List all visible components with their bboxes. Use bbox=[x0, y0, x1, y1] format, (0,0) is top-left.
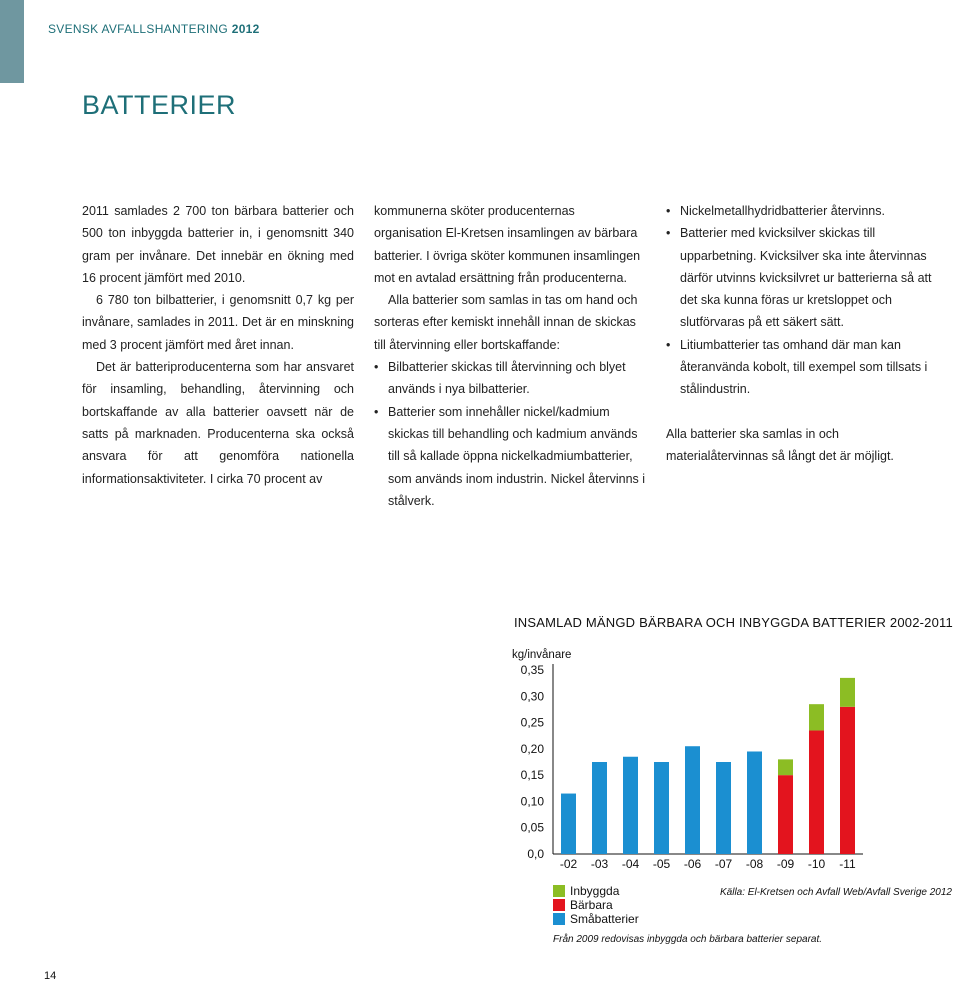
running-header bbox=[48, 22, 260, 36]
y-tick-label: 0,30 bbox=[520, 689, 544, 704]
spacer bbox=[666, 401, 938, 423]
bar-segment bbox=[840, 707, 855, 854]
legend-item-barbara bbox=[553, 898, 639, 912]
bullet-list bbox=[374, 356, 646, 512]
x-tick-label: -04 bbox=[621, 857, 640, 871]
x-tick-label: -10 bbox=[807, 857, 826, 871]
y-tick-label: 0,0 bbox=[527, 847, 544, 861]
y-tick-labels bbox=[521, 663, 545, 861]
bar-segment bbox=[592, 762, 607, 854]
y-tick-label: 0,35 bbox=[520, 663, 544, 677]
bullet-item: • Batterier som innehåller nickel/kadmium skickas till behandling och kadmium används till så kallade öppna nickelkadmiumbatterier, som används inom industrin. Nickel återvinns i stålverk. bbox=[374, 401, 646, 512]
legend-label: Småbatterier bbox=[570, 912, 639, 926]
x-tick-label: -08 bbox=[745, 857, 764, 871]
bar-segment bbox=[654, 762, 669, 854]
bar-segment bbox=[809, 730, 824, 854]
y-tick-label: 0,20 bbox=[520, 741, 544, 756]
x-tick-labels bbox=[560, 857, 856, 871]
bar-segment bbox=[778, 775, 793, 854]
bullet-item: • Batterier med kvicksilver skickas till upparbetning. Kvicksilver ska inte återvinnas därför utvinns kvicksilvret ur batterierna så att det ska kunna föras ur kretsloppet och slutförvaras på ett säkert sätt. bbox=[666, 222, 938, 333]
publication-name: SVENSK AVFALLSHANTERING bbox=[48, 22, 229, 36]
legend-swatch bbox=[553, 899, 565, 911]
bullet-item: • Bilbatterier skickas till återvinning och blyet används i nya bilbatterier. bbox=[374, 356, 646, 401]
y-tick-label: 0,25 bbox=[520, 715, 544, 730]
legend-swatch bbox=[553, 913, 565, 925]
y-tick-label: 0,05 bbox=[520, 820, 544, 835]
chart-legend bbox=[553, 884, 639, 926]
x-tick-label: -11 bbox=[839, 857, 856, 871]
legend-swatch bbox=[553, 885, 565, 897]
publication-year: 2012 bbox=[231, 22, 260, 36]
x-tick-label: -02 bbox=[559, 857, 578, 871]
y-axis-unit-label: kg/invånare bbox=[512, 649, 572, 661]
side-color-tab bbox=[0, 0, 24, 83]
x-tick-label: -05 bbox=[652, 857, 671, 871]
bars bbox=[561, 678, 855, 854]
chart-note: Från 2009 redovisas inbyggda och bärbara batterier separat. bbox=[553, 934, 823, 945]
bar-chart bbox=[508, 642, 868, 876]
bullet-item: • Nickelmetallhydridbatterier återvinns. bbox=[666, 200, 938, 222]
bullet-list bbox=[666, 200, 938, 401]
text-column-1 bbox=[82, 200, 354, 490]
paragraph: 2011 samlades 2 700 ton bärbara batterier och 500 ton inbyggda batterier in, i genomsnitt 340 gram per invånare. Det innebär en ökning med 16 procent jämfört med 2010. bbox=[82, 204, 354, 285]
legend-label: Bärbara bbox=[570, 898, 613, 912]
legend-item-smabatterier bbox=[553, 912, 639, 926]
bar-segment bbox=[809, 704, 824, 730]
legend-label: Inbyggda bbox=[570, 884, 620, 898]
x-tick-label: -03 bbox=[590, 857, 609, 871]
bar-segment bbox=[623, 757, 638, 854]
bar-segment bbox=[685, 746, 700, 854]
bar-segment bbox=[747, 751, 762, 854]
x-tick-label: -06 bbox=[683, 857, 702, 871]
y-tick-label: 0,15 bbox=[520, 768, 544, 783]
bar-segment bbox=[778, 759, 793, 775]
bullet-item: • Litiumbatterier tas omhand där man kan återanvända kobolt, till exempel som tillsats i stålindustrin. bbox=[666, 334, 938, 401]
paragraph: Det är batteriproducenterna som har ansvaret för insamling, behandling, återvinning och bortskaffande av alla batterier oavsett när de satts på marknaden. Producenterna ska också ansvara för att genomföra nationella informationsaktiviteter. I cirka 70 procent av bbox=[82, 360, 354, 486]
chart-title: INSAMLAD MÄNGD BÄRBARA OCH INBYGGDA BATTERIER 2002-2011 bbox=[514, 615, 953, 630]
section-title: BATTERIER bbox=[82, 90, 237, 120]
x-tick-label: -07 bbox=[714, 857, 733, 871]
y-tick-label: 0,10 bbox=[520, 794, 544, 809]
bar-segment bbox=[561, 794, 576, 854]
bar-segment bbox=[840, 678, 855, 707]
chart-source: Källa: El-Kretsen och Avfall Web/Avfall Sverige 2012 bbox=[720, 887, 952, 898]
text-column-3 bbox=[666, 200, 938, 467]
paragraph: Alla batterier som samlas in tas om hand och sorteras efter kemiskt innehåll innan de skickas till återvinning eller bortskaffande: bbox=[374, 293, 638, 352]
paragraph: 6 780 ton bilbatterier, i genomsnitt 0,7 kg per invånare, samlades in 2011. Det är en minskning med 3 procent jämfört med året innan. bbox=[82, 293, 354, 352]
paragraph: kommunerna sköter producenternas organisation El-Kretsen insamlingen av bärbara batterier. I övriga sköter kommunen insamlingen mot en avtalad ersättning från producenterna. bbox=[374, 204, 641, 285]
text-column-2 bbox=[374, 200, 646, 512]
x-tick-label: -09 bbox=[776, 857, 795, 871]
page-number: 14 bbox=[44, 970, 57, 982]
paragraph: Alla batterier ska samlas in och materialåtervinnas så långt det är möjligt. bbox=[666, 426, 894, 463]
legend-item-inbyggda bbox=[553, 884, 639, 898]
bar-segment bbox=[716, 762, 731, 854]
